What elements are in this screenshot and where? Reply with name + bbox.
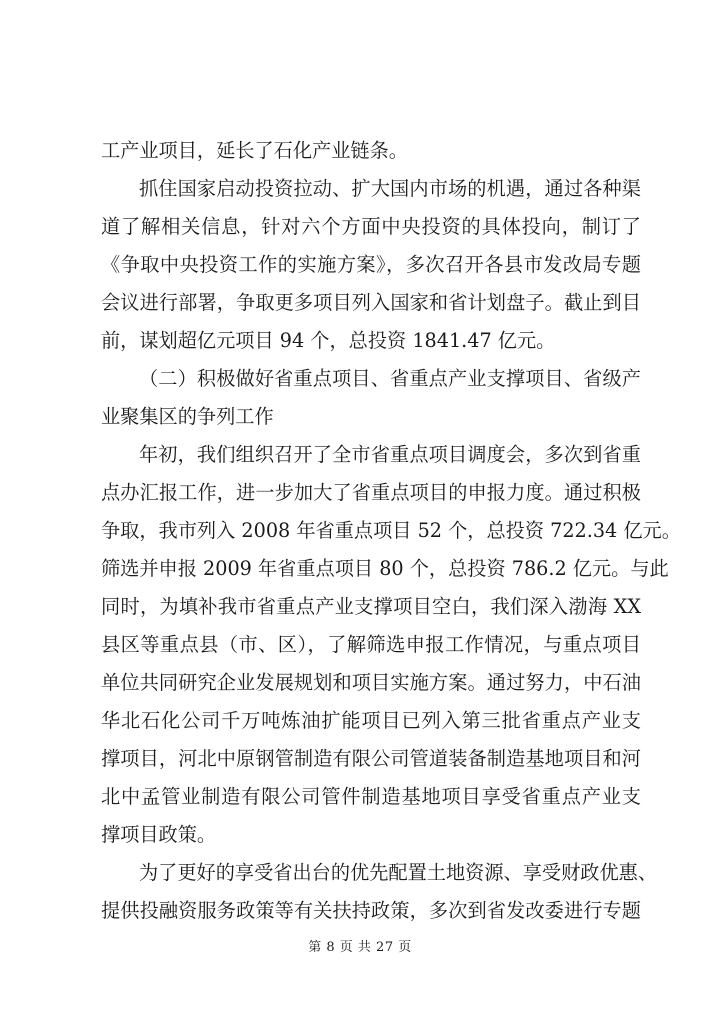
section-heading-line: 业聚集区的争列工作 (101, 405, 274, 428)
body-line: 单位共同研究企业发展规划和项目实施方案。通过努力，中石油 (101, 671, 641, 694)
body-line: 会议进行部署，争取更多项目列入国家和省计划盘子。截止到目 (101, 291, 641, 314)
body-line: 年初，我们组织召开了全市省重点项目调度会，多次到省重 (139, 443, 641, 466)
body-line: 抓住国家启动投资拉动、扩大国内市场的机遇，通过各种渠 (139, 177, 641, 200)
body-line: 北中孟管业制造有限公司管件制造基地项目享受省重点产业支 (101, 785, 641, 808)
body-line: 工产业项目，延长了石化产业链条。 (101, 139, 408, 162)
body-line: 筛选并申报 2009 年省重点项目 80 个，总投资 786.2 亿元。与此 (101, 557, 669, 580)
body-line: 《争取中央投资工作的实施方案》，多次召开各县市发改局专题 (101, 253, 641, 276)
body-line: 点办汇报工作，进一步加大了省重点项目的申报力度。通过积极 (101, 481, 641, 504)
body-line: 撑项目政策。 (101, 823, 217, 846)
body-line: 前，谋划超亿元项目 94 个，总投资 1841.47 亿元。 (101, 329, 556, 352)
body-line: 撑项目，河北中原钢管制造有限公司管道装备制造基地项目和河 (101, 747, 641, 770)
body-line: 华北石化公司千万吨炼油扩能项目已列入第三批省重点产业支 (101, 709, 641, 732)
section-heading-line: （二）积极做好省重点项目、省重点产业支撑项目、省级产 (139, 367, 641, 390)
body-line: 为了更好的享受省出台的优先配置土地资源、享受财政优惠、 (139, 861, 658, 884)
body-line: 提供投融资服务政策等有关扶持政策，多次到省发改委进行专题 (101, 899, 641, 922)
body-line: 同时，为填补我市省重点产业支撑项目空白，我们深入渤海 XX (101, 595, 641, 618)
body-line: 县区等重点县（市、区），了解筛选申报工作情况，与重点项目 (101, 633, 641, 656)
body-line: 道了解相关信息，针对六个方面中央投资的具体投向，制订了 (101, 215, 641, 238)
page-number-footer: 第 8 页 共 27 页 (308, 940, 412, 955)
body-line: 争取，我市列入 2008 年省重点项目 52 个，总投资 722.34 亿元。 (101, 519, 681, 542)
